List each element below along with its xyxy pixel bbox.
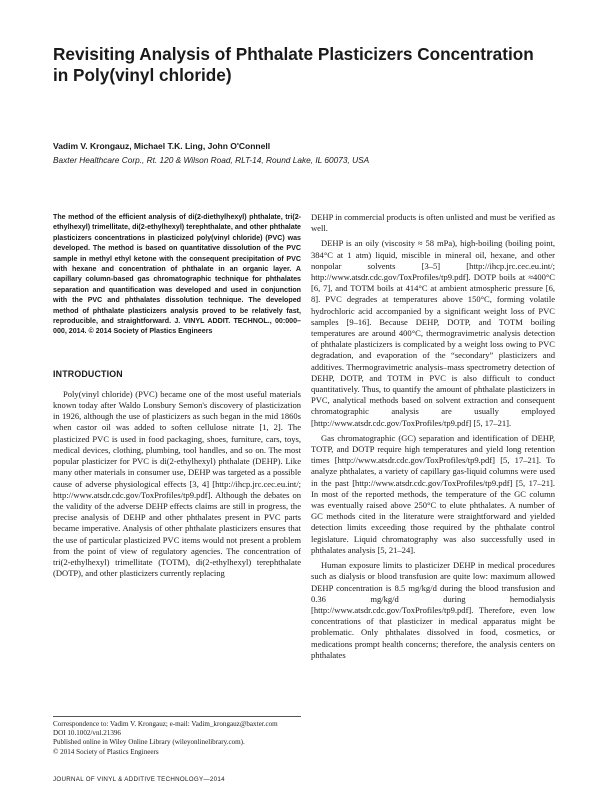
abstract: The method of the efficient analysis of di(2-diethylhexyl) phthalate, tri(2-ethylhexyl) trimellitate, di(2-ethylhexyl) terephthalate, and other phthalate plasticizers concentrations in plasticized poly(vinyl chloride) (PVC) was developed. The method is based on quantitative dissolution of the PVC sample in methyl ethyl ketone with the consequent precipitation of PVC with hexane and concentration of phthalate in an organic layer. A capillary column-based gas chromatographic technique for phthalates separation and quantification was developed and used in conjunction with the PVC and phthalates dissolution technique. The developed method of phthalate plasticizers analysis proved to be relatively fast, reproducible, and straightforward. J. VINYL ADDIT. TECHNOL., 00:000–000, 2014. © 2014 Society of Plastics Engineers <box>53 213 301 336</box>
copyright: © 2014 Society of Plastics Engineers <box>53 747 159 756</box>
right-column <box>311 212 555 661</box>
paragraph: Human exposure limits to plasticizer DEHP in medical procedures such as dialysis or blood transfusion are quite low: maximum allowed DEHP concentration is 8.5 mg/kg/d during the blood transfusion and 0.36 mg/kg/d during hemodialysis [http://www.atsdr.cdc.gov/ToxProfiles/tp9.pdf]. Therefore, even low concentrations of that plasticizer in medical apparatus might be problematic. Only phthalates dissolved in food, cosmetics, or medications prompt health concerns; therefore, the analysis centers on phthalates <box>311 560 555 660</box>
section-heading-introduction: INTRODUCTION <box>53 368 123 379</box>
article-title: Revisiting Analysis of Phthalate Plasticizers Concentration in Poly(vinyl chloride) <box>53 44 534 85</box>
journal-footer: JOURNAL OF VINYL & ADDITIVE TECHNOLOGY—2014 <box>53 776 225 783</box>
affiliation: Baxter Healthcare Corp., Rt. 120 & Wilson Road, RLT-14, Round Lake, IL 60073, USA <box>53 155 370 165</box>
correspondence-note: Correspondence to: Vadim V. Krongauz; e-mail: Vadim_krongauz@baxter.com <box>53 720 278 728</box>
doi: DOI 10.1002/vnl.21396 <box>53 729 121 738</box>
paragraph: DEHP is an oily (viscosity ≈ 58 mPa), high-boiling (boiling point, 384°C at 1 atm) liquid, miscible in mineral oil, hexane, and other nonpolar solvents [3–5] [http://ihcp.jrc.cec.eu.int/; http://www.atsdr.cdc.gov/ToxProfiles/tp9.pdf]. DOTP boils at ≈400°C [6, 7], and TOTM boils at 414°C at ambient atmospheric pressure [6, 8]. PVC degrades at temperatures above 150°C, forming volatile hydrochloric acid accompanied by a significant weight loss of PVC samples [9–16]. Because DEHP, DOTP, and TOTM boiling temperatures are around 400°C, thermogravimetric analysis detection of phthalate plasticizers is complicated by a weight loss owing to PVC degradation, and evaporation of the “secondary” plasticizers and additives. Thermogravimetric analysis–mass spectrometry detection of DEHP, DOTP, and TOTM in PVC is also difficult to conduct quantitatively. Thus, to quantify the amount of phthalate plasticizers in PVC, analytical methods based on solvent extraction and consequent chromatographic analysis are usually employed [http://www.atsdr.cdc.gov/ToxProfiles/tp9.pdf] [5, 17–21]. <box>311 238 555 428</box>
author-list: Vadim V. Krongauz, Michael T.K. Ling, John O'Connell <box>53 141 271 151</box>
paragraph: DEHP in commercial products is often unlisted and must be verified as well. <box>311 212 555 234</box>
footnotes <box>53 716 301 757</box>
paragraph: Poly(vinyl chloride) (PVC) became one of the most useful materials known today after Waldo Lonsbury Semon's discovery of plasticization in 1926, although the use of plasticizers as such began in the mid 1860s when castor oil was added to soften cellulose nitrate [1, 2]. The plasticized PVC is used in food packaging, shoes, furniture, cars, toys, medical devices, clothing, plumbing, tool handles, and so on. The most popular plasticizer for PVC is di(2-ethylhexyl) phthalate (DEHP). Like many other materials in consumer use, DEHP was targeted as a possible cause of adverse physiological effects [3, 4] [http://ihcp.jrc.cec.eu.int/; http://www.atsdr.cdc.gov/ToxProfiles/tp9.pdf]. Although the debates on the validity of the adverse DEHP effects claims are still in progress, the precise analysis of DEHP and other phthalates present in PVC parts became imperative. Analysis of other phthalate plasticizers ensures that the use of particular plasticized PVC items would not present a problem from the point of view of regulatory agencies. The concentration of tri(2-ethylhexyl) trimellitate (TOTM), di(2-ethylhexyl) terephthalate (DOTP), and other plasticizers currently replacing <box>53 388 301 579</box>
publication-note: Published online in Wiley Online Library (wileyonlinelibrary.com). <box>53 738 245 747</box>
left-column <box>53 212 301 579</box>
paragraph: Gas chromatographic (GC) separation and identification of DEHP, TOTP, and DOTP require high temperatures and yield long retention times [http://www.atsdr.cdc.gov/ToxProfiles/tp9.pdf] [5, 17–21]. To analyze phthalates, a variety of capillary gas-liquid columns were used in the past [http://www.atsdr.cdc.gov/ToxProfiles/tp9.pdf] [5, 17–21]. In most of the reported methods, the temperature of the GC column was eventually raised above 250°C to elute phthalates. A number of GC methods cited in the literature were straightforward and yielded detection limits exceeding those required by the phthalate control legislature. Liquid chromatography was also successfully used in phthalates analysis [5, 21–24]. <box>311 432 555 555</box>
